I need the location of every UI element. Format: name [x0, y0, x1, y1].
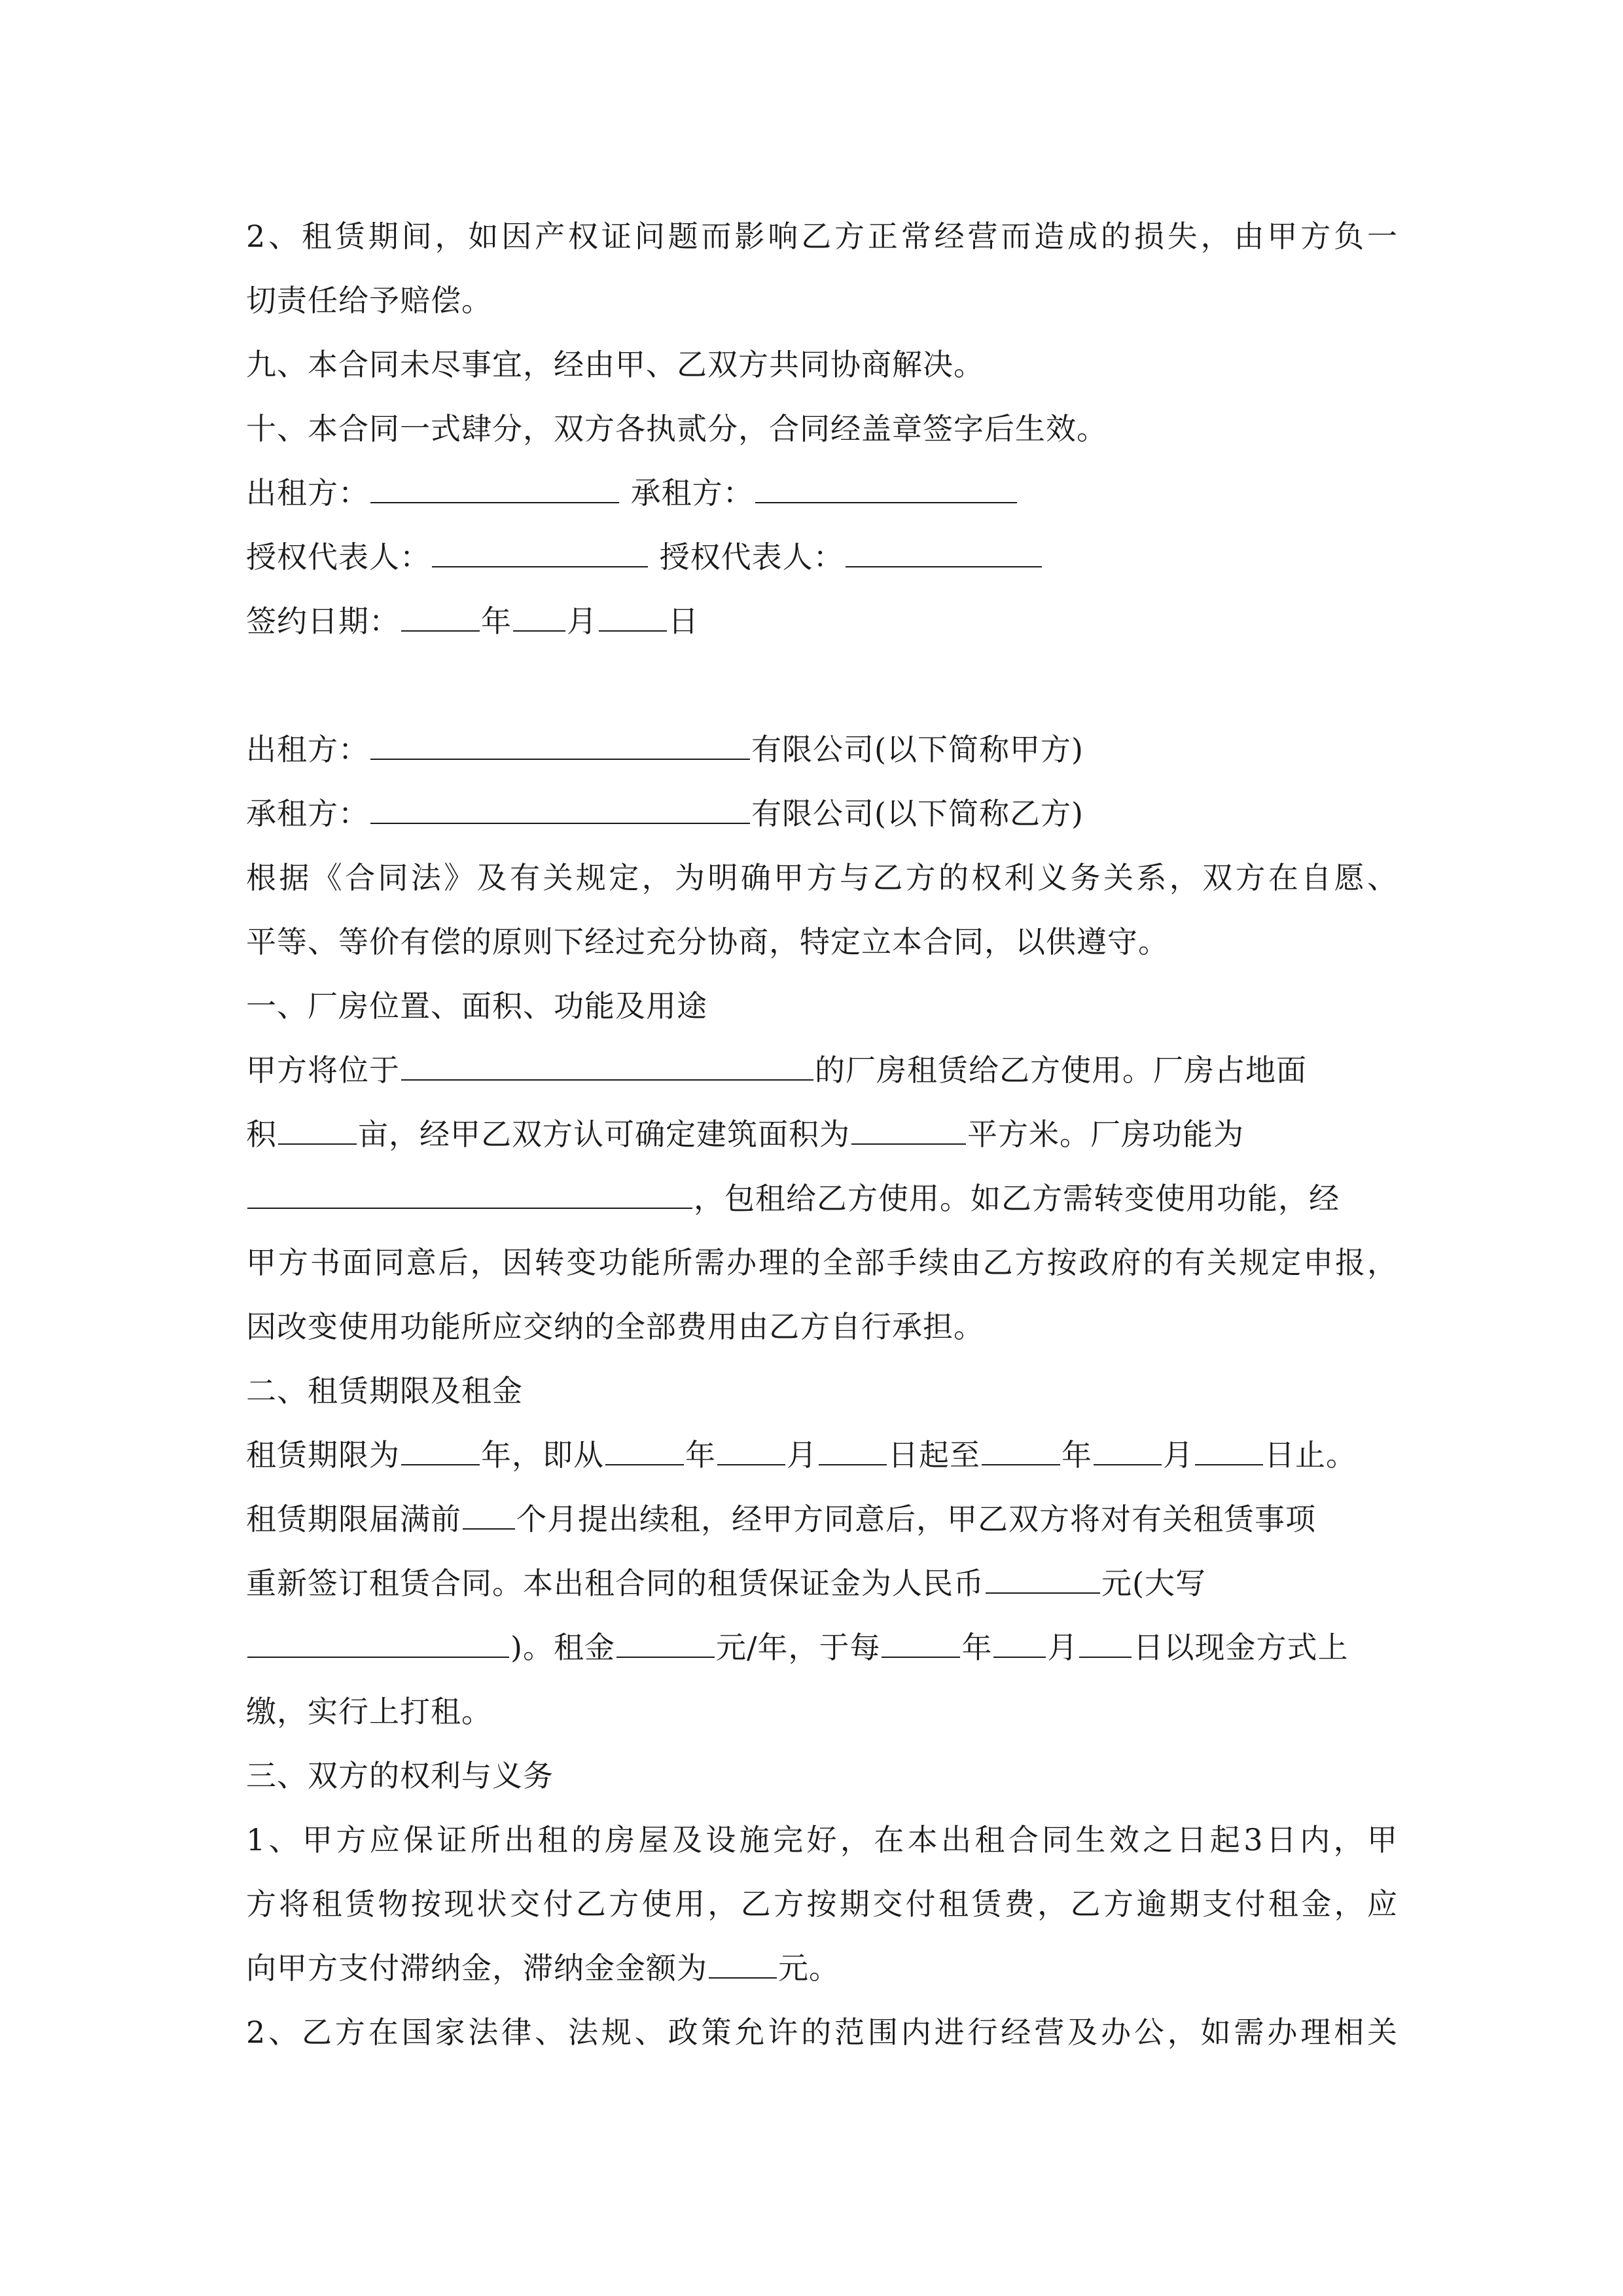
clause-nine	[246, 332, 1398, 397]
text: 月	[567, 603, 597, 639]
text: 日起至	[888, 1437, 980, 1473]
pay-month-blank	[993, 1620, 1046, 1658]
text: 月	[787, 1437, 817, 1473]
text: 2、乙方在国家法律、法规、政策允许的范围内进行经营及办公，如需办理相关	[246, 2015, 1398, 2050]
lessee-company-row	[246, 781, 1398, 846]
text: 日	[668, 603, 699, 639]
lessee-rep-label: 授权代表人：	[659, 539, 844, 575]
deposit-blank	[986, 1556, 1100, 1594]
paragraph-line	[246, 910, 1398, 974]
section-heading-one	[246, 974, 1398, 1038]
clause-ten	[246, 397, 1398, 461]
year-blank	[401, 594, 480, 632]
paragraph-line	[246, 1102, 1398, 1166]
text: 年	[481, 603, 512, 639]
building-area-blank	[851, 1107, 966, 1145]
start-month-blank	[717, 1427, 785, 1465]
text: 1、甲方应保证所出租的房屋及设施完好，在本出租合同生效之日起3日内，甲	[246, 1822, 1398, 1857]
text: 年，即从	[481, 1437, 604, 1473]
text: 甲方书面同意后，因转变功能所需办理的全部手续由乙方按政府的有关规定申报，	[246, 1245, 1398, 1280]
lessor-label: 出租方：	[246, 732, 369, 767]
text: 二、租赁期限及租金	[246, 1373, 523, 1408]
text: 有限公司(以下简称甲方)	[751, 732, 1084, 767]
deposit-words-blank	[247, 1620, 509, 1658]
text: 租赁期限届满前	[246, 1501, 461, 1537]
text: 平方米。厂房功能为	[967, 1117, 1244, 1152]
text: 的厂房租赁给乙方使用。厂房占地面	[815, 1052, 1307, 1088]
text: 方将租赁物按现状交付乙方使用，乙方按期交付租赁费，乙方逾期支付租金，应	[246, 1886, 1398, 1922]
renewal-months-blank	[463, 1492, 515, 1530]
lessor-rep-blank	[432, 529, 648, 567]
land-area-blank	[278, 1107, 357, 1145]
text: 三、双方的权利与义务	[246, 1758, 554, 1793]
text: 年	[961, 1630, 993, 1665]
paragraph-line	[246, 268, 1398, 332]
month-blank	[513, 594, 565, 632]
text: 租赁期限为	[246, 1437, 400, 1473]
paragraph-line	[246, 846, 1398, 910]
text: 月	[1047, 1630, 1079, 1665]
paragraph-line	[246, 1551, 1398, 1615]
spacer	[246, 653, 1398, 717]
term-years-blank	[401, 1427, 480, 1465]
text: 元/年，于每	[715, 1630, 881, 1665]
pay-day-blank	[1079, 1620, 1132, 1658]
text: 元(大写	[1101, 1566, 1206, 1601]
rent-blank	[616, 1620, 715, 1658]
paragraph-line	[246, 2000, 1398, 2064]
paragraph-line	[246, 1295, 1398, 1359]
pay-year-blank	[882, 1620, 960, 1658]
lessor-label: 出租方：	[246, 475, 369, 511]
lessor-company-row	[246, 717, 1398, 781]
text: 个月提出续租，经甲方同意后，甲乙双方将对有关租赁事项	[516, 1501, 1316, 1537]
lessor-blank	[370, 465, 619, 503]
text: 甲方将位于	[246, 1052, 400, 1088]
paragraph-line	[246, 1872, 1398, 1936]
text: ，包租给乙方使用。如乙方需转变使用功能，经	[694, 1181, 1340, 1216]
text: 一、厂房位置、面积、功能及用途	[246, 988, 707, 1024]
paragraph-line	[246, 1936, 1398, 2000]
signature-parties-row	[246, 461, 1398, 525]
signing-date-label: 签约日期：	[246, 603, 400, 639]
text: 年	[1061, 1437, 1092, 1473]
start-year-blank	[605, 1427, 684, 1465]
text: 根据《合同法》及有关规定，为明确甲方与乙方的权利义务关系，双方在自愿、	[246, 860, 1398, 895]
text: 有限公司(以下简称乙方)	[751, 796, 1084, 831]
text: 亩，经甲乙双方认可确定建筑面积为	[358, 1117, 850, 1152]
paragraph-line	[246, 1166, 1398, 1230]
text: 因改变使用功能所应交纳的全部费用由乙方自行承担。	[246, 1309, 984, 1344]
location-blank	[401, 1043, 813, 1081]
text: 平等、等价有偿的原则下经过充分协商，特定立本合同，以供遵守。	[246, 924, 1169, 960]
lessee-label: 承租方：	[246, 796, 369, 831]
paragraph-line	[246, 1038, 1398, 1102]
text: 日止。	[1264, 1437, 1357, 1473]
lessee-label: 承租方：	[630, 475, 754, 511]
paragraph-line	[246, 1230, 1398, 1295]
end-year-blank	[982, 1427, 1060, 1465]
text: 重新签订租赁合同。本出租合同的租赁保证金为人民币	[246, 1566, 984, 1601]
paragraph-line	[246, 204, 1398, 268]
text: 年	[685, 1437, 716, 1473]
text: 九、本合同未尽事宜，经由甲、乙双方共同协商解决。	[246, 347, 984, 382]
text: 元。	[778, 1950, 840, 1986]
paragraph-line	[246, 1679, 1398, 1744]
text: )。租金	[510, 1630, 615, 1665]
lessee-blank	[755, 465, 1017, 503]
section-heading-two	[246, 1359, 1398, 1423]
text: 十、本合同一式肆分，双方各执贰分，合同经盖章签字后生效。	[246, 411, 1107, 446]
paragraph-line	[246, 1615, 1398, 1679]
text: 向甲方支付滞纳金，滞纳金金额为	[246, 1950, 707, 1986]
text: 缴，实行上打租。	[246, 1694, 492, 1729]
text: 切责任给予赔偿。	[246, 283, 492, 318]
paragraph-line	[246, 1808, 1398, 1872]
lessee-company-blank	[370, 786, 750, 824]
lessor-company-blank	[370, 722, 750, 760]
late-fee-blank	[709, 1941, 777, 1979]
lessee-rep-blank	[846, 529, 1042, 567]
section-heading-three	[246, 1744, 1398, 1808]
lessor-rep-label: 授权代表人：	[246, 539, 431, 575]
text: 2、租赁期间，如因产权证问题而影响乙方正常经营而造成的损失，由甲方负一	[246, 219, 1398, 254]
text: 月	[1163, 1437, 1194, 1473]
day-blank	[599, 594, 667, 632]
end-day-blank	[1195, 1427, 1263, 1465]
end-month-blank	[1094, 1427, 1162, 1465]
text: 日以现金方式上	[1133, 1630, 1349, 1665]
paragraph-line	[246, 1423, 1398, 1487]
signing-date-row	[246, 589, 1398, 653]
start-day-blank	[819, 1427, 887, 1465]
text: 积	[246, 1117, 277, 1152]
function-blank	[247, 1171, 692, 1209]
paragraph-line	[246, 1487, 1398, 1551]
document-body	[246, 204, 1398, 2064]
signature-reps-row	[246, 525, 1398, 589]
